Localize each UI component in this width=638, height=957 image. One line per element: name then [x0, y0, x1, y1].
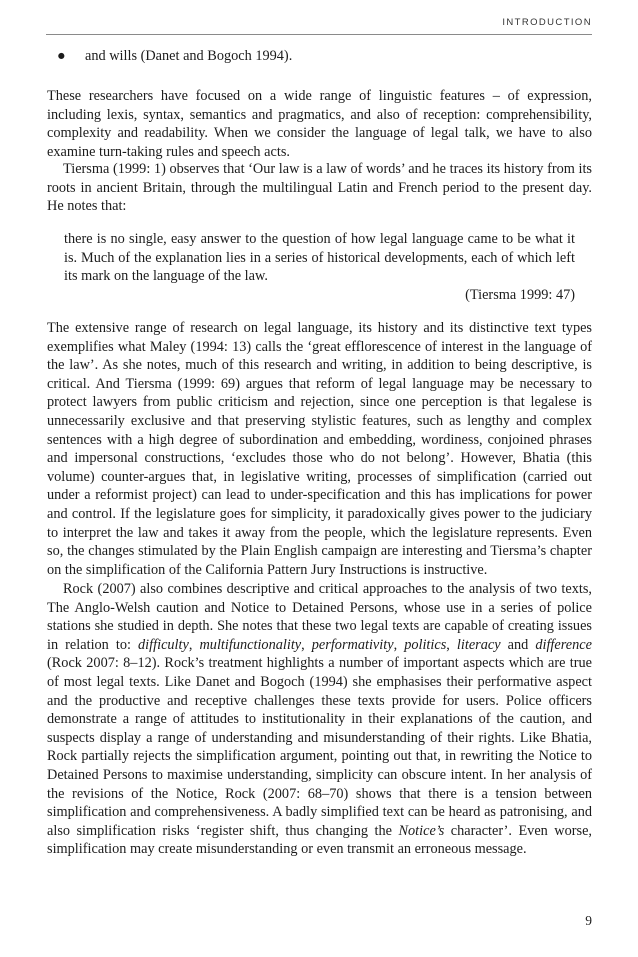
- paragraph-4: [47, 580, 592, 859]
- quote-citation: (Tiersma 1999: 47): [465, 286, 575, 303]
- term-performativity: performativity: [311, 636, 394, 653]
- bullet-icon: ●: [57, 48, 66, 64]
- block-quote: [64, 230, 575, 304]
- term-literacy: literacy: [456, 636, 501, 653]
- term-multifunctionality: multifunctionality: [199, 636, 302, 653]
- p4-text-2: (Rock 2007: 8–12). Rock’s treatment highlights a number of important aspects which are true of most legal texts. Like Danet and Bogoch (1994) she emphasises their performative aspect and the productive and receptive challenges these texts provide for users. Police officers demonstrate a range of attitudes to institutionality in their explanations of the caution, and suspects display a range of understanding and misunderstanding of their rights. Like Bhatia, Rock partially rejects the simplification argument, pointing out that, in rewriting the Notice to Detained Persons to maximise understanding, simplicity can obscure intent. In her analysis of the revisions of the Notice, Rock (2007: 68–70) shows that there is a tension between simplification and comprehensiveness. A badly simplified text can be heard as patronising, and also simplification risks ‘register shift, thus changing the: [47, 655, 592, 839]
- header-rule: [46, 34, 592, 35]
- separator: ,: [301, 636, 312, 653]
- term-difference: difference: [535, 636, 592, 653]
- quote-text: there is no single, easy answer to the question of how legal language came to be what it is. Much of the explanation lies in a series of historical developments, each of which left its mark on the language of the law.: [64, 231, 575, 285]
- separator: ,: [188, 636, 200, 653]
- term-difficulty: difficulty: [138, 636, 189, 653]
- separator: ,: [446, 636, 457, 653]
- term-notices: Notice’s: [398, 822, 445, 839]
- p4-text-1: Rock (2007) also combines descriptive and critical approaches to the analysis of two texts, The Anglo-Welsh caution and Notice to Detained Persons, whose use in a series of police stations she studied in depth. She notes that these two legal texts are capable of creating issues in relation to:: [47, 581, 592, 653]
- paragraph-1: These researchers have focused on a wide range of linguistic features – of expression, including lexis, syntax, semantics and pragmatics, and also of reception: comprehensibility, complexity and readability. When we consider the language of legal talk, we have to also examine turn-taking rules and speech acts.: [47, 88, 592, 160]
- paragraph-3: The extensive range of research on legal language, its history and its distinctive text types exemplifies what Maley (1994: 13) calls the ‘great efflorescence of interest in the language of the law’. As she notes, much of this research and writing, in addition to being descriptive, is critical. And Tiersma (1999: 69) argues that reform of legal language may be necessary to protect lawyers from public criticism and rejection, since one perception is that legalese is unnecessarily exclusive and that preserving stylistic features, such as lengthy and complex sentences with a high degree of subordination and embedding, wordiness, conjoined phrases and impersonal constructions, ‘excludes those who do not belong’. However, Bhatia (this volume) counter-argues that, in legislative writing, processes of simplification (carried out under a reformist project) can lead to under-specification and this has implications for power and control. If the legislature goes for simplicity, it paradoxically gives power to the judiciary to interpret the law and takes it away from the people, which the legislature represents. Even so, the changes stimulated by the Plain English campaign are interesting and Tiersma’s chapter on the simplification of the California Pattern Jury Instructions is instructive.: [47, 320, 592, 578]
- bullet-text: and wills (Danet and Bogoch 1994).: [85, 48, 293, 64]
- bullet-item: [57, 47, 577, 66]
- page-number: 9: [585, 913, 592, 928]
- running-head: INTRODUCTION: [502, 17, 592, 28]
- p4-text-3: character’. Even worse, simplification may create misunderstanding or even transmit an erroneous message.: [47, 822, 592, 858]
- term-politics: politics: [404, 636, 447, 653]
- paragraph-2: Tiersma (1999: 1) observes that ‘Our law is a law of words’ and he traces its history from its roots in ancient Britain, through the multilingual Latin and French period to the present day. He notes that:: [47, 161, 592, 215]
- separator: and: [500, 636, 536, 653]
- separator: ,: [393, 636, 405, 653]
